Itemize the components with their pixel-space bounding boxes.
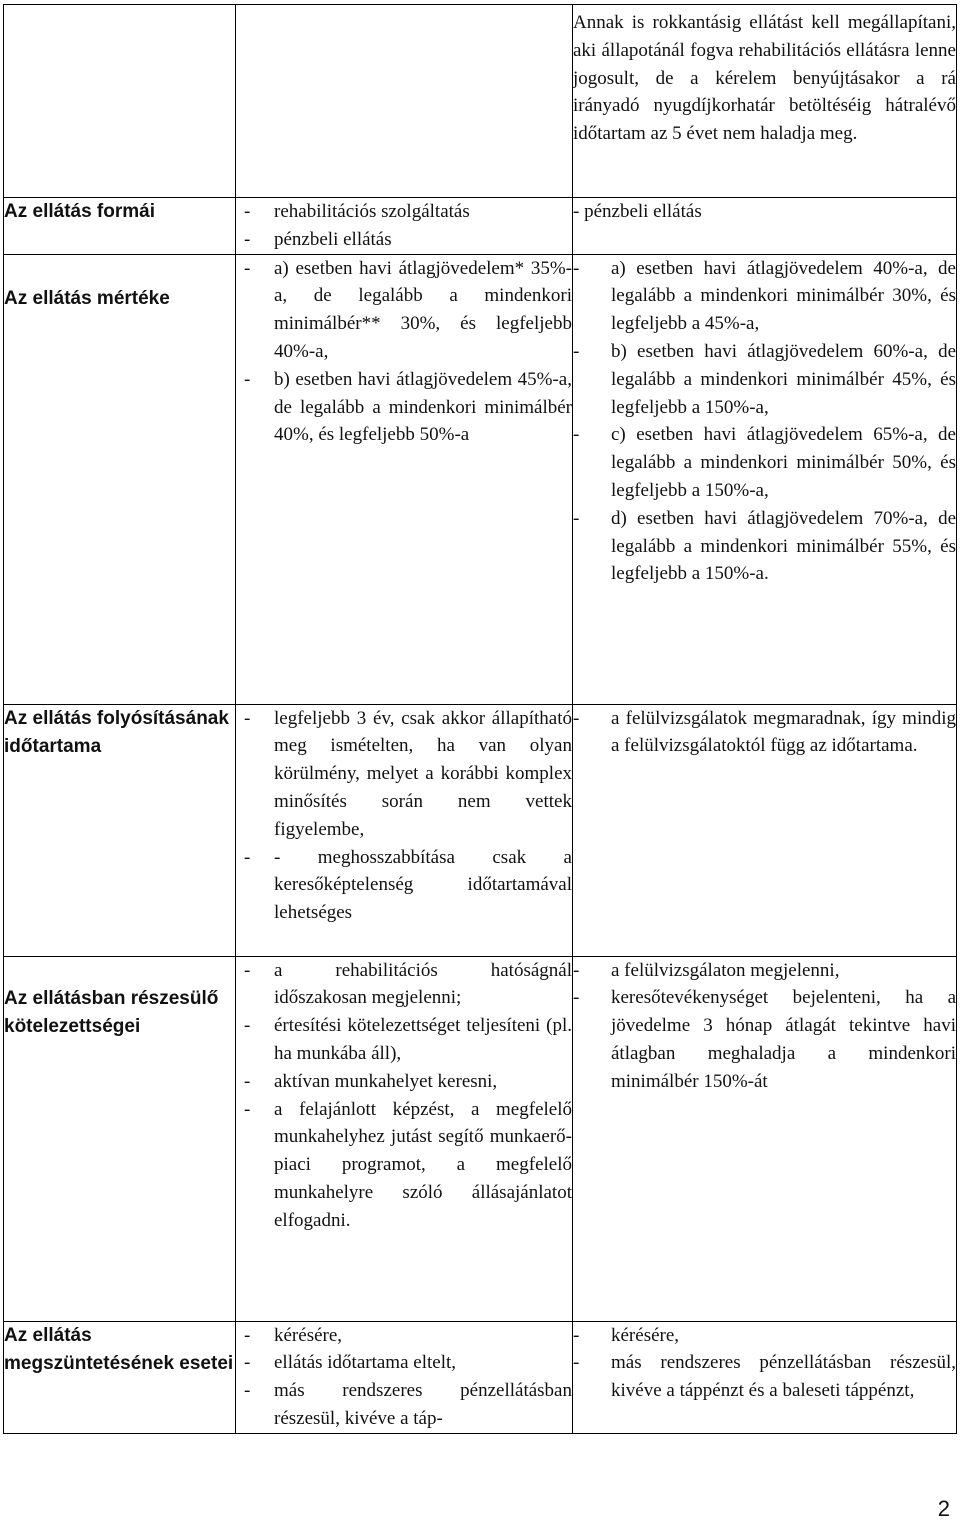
right-formai bbox=[573, 198, 957, 255]
row-label: Az ellátás formái bbox=[4, 198, 236, 255]
right-kotelezettsegei bbox=[573, 956, 957, 1321]
list-item: - értesítési kötelezettséget teljesíteni (pl. ha munkába áll), bbox=[236, 1012, 572, 1068]
list-item: - a felülvizsgálaton megjelenni, bbox=[573, 957, 956, 985]
mid-empty bbox=[236, 5, 573, 198]
list-item: - más rendszeres pénzellátásban részesül, kivéve a táppénzt és a baleseti táppénzt, bbox=[573, 1349, 956, 1405]
dash: - bbox=[573, 257, 580, 279]
list-item: - a felajánlott képzést, a megfelelő munkahelyhez jutást segítő munkaerő-piaci programot, a megfelelő munkahelyre szóló állásajánlatot elfogadni. bbox=[236, 1096, 572, 1235]
dash: - bbox=[244, 368, 251, 390]
list-item: - b) esetben havi átlagjövedelem 45%-a, de legalább a mindenkori minimálbér 40%, és legfeljebb 50%-a bbox=[236, 366, 572, 449]
list-item: - kérésére, bbox=[573, 1322, 956, 1350]
dash: - bbox=[244, 1098, 251, 1120]
row-merteke bbox=[4, 254, 957, 704]
list-item: - a rehabilitációs hatóságnál időszakosan megjelenni; bbox=[236, 957, 572, 1013]
dash: - bbox=[573, 959, 580, 981]
mid-megszuntetes bbox=[236, 1321, 573, 1433]
dash: - bbox=[244, 228, 251, 250]
list-item: - a felülvizsgálatok megmaradnak, így mindig a felülvizsgálatoktól függ az időtartama. bbox=[573, 705, 956, 761]
row-megszuntetes bbox=[4, 1321, 957, 1433]
dash: - bbox=[244, 1324, 251, 1346]
right-megszuntetes bbox=[573, 1321, 957, 1433]
list-item: - aktívan munkahelyet keresni, bbox=[236, 1068, 572, 1096]
right-idotartam bbox=[573, 704, 957, 956]
label-empty bbox=[4, 5, 236, 198]
dash: - bbox=[244, 846, 251, 868]
dash: - bbox=[244, 959, 251, 981]
dash: - bbox=[573, 340, 580, 362]
row-intro bbox=[4, 5, 957, 198]
list-item: - c) esetben havi átlagjövedelem 65%-a, de legalább a mindenkori minimálbér 50%, és legfeljebb a 150%-a, bbox=[573, 421, 956, 504]
mid-merteke bbox=[236, 254, 573, 704]
row-idotartam bbox=[4, 704, 957, 956]
list-item: - kérésére, bbox=[236, 1322, 572, 1350]
formai-right-text: - pénzbeli ellátás bbox=[573, 201, 702, 222]
row-label: Az ellátás folyósításának időtartama bbox=[4, 704, 236, 956]
list-item: - - meghosszabbítása csak a keresőképtelenség időtartamával lehetséges bbox=[236, 844, 572, 927]
dash: - bbox=[573, 1352, 580, 1374]
dash: - bbox=[244, 1380, 251, 1402]
list-item: - más rendszeres pénzellátásban részesül, kivéve a táp- bbox=[236, 1377, 572, 1433]
list-item: - keresőtevékenységet bejelenteni, ha a jövedelme 3 hónap átlagát tekintve havi átlagban meghaladja a mindenkori minimálbér 150%-át bbox=[573, 984, 956, 1095]
row-label: Az ellátás megszüntetésének esetei bbox=[4, 1321, 236, 1433]
list-item: - a) esetben havi átlagjövedelem* 35%-a, de legalább a mindenkori minimálbér** 30%, és legfeljebb 40%-a, bbox=[236, 255, 572, 366]
list-item: - legfeljebb 3 év, csak akkor állapítható meg ismételten, ha van olyan körülmény, melyet a korábbi komplex minősítés során nem vettek figyelembe, bbox=[236, 705, 572, 844]
list-item: - rehabilitációs szolgáltatás bbox=[236, 198, 572, 226]
list-item: - ellátás időtartama eltelt, bbox=[236, 1349, 572, 1377]
mid-idotartam bbox=[236, 704, 573, 956]
right-intro bbox=[573, 5, 957, 198]
list-item: - pénzbeli ellátás bbox=[236, 226, 572, 254]
list-item: - d) esetben havi átlagjövedelem 70%-a, de legalább a mindenkori minimálbér 55%, és legfeljebb a 150%-a. bbox=[573, 505, 956, 588]
mid-kotelezettsegei bbox=[236, 956, 573, 1321]
benefits-table bbox=[3, 4, 957, 1434]
right-merteke bbox=[573, 254, 957, 704]
intro-text: Annak is rokkantásig ellátást kell megállapítani, aki állapotánál fogva rehabilitációs ellátásra lenne jogosult, de a kérelem benyújtásakor a rá irányadó nyugdíjkorhatár betöltéséig hátralévő időtartam az 5 évet nem haladja meg. bbox=[573, 12, 956, 145]
row-label: Az ellátásban részesülő kötelezettségei bbox=[4, 956, 236, 1321]
dash: - bbox=[244, 1352, 251, 1374]
row-kotelezettsegei bbox=[4, 956, 957, 1321]
list-item: - b) esetben havi átlagjövedelem 60%-a, de legalább a mindenkori minimálbér 45%, és legfeljebb a 150%-a, bbox=[573, 338, 956, 421]
dash: - bbox=[244, 1015, 251, 1037]
dash: - bbox=[244, 707, 251, 729]
mid-formai bbox=[236, 198, 573, 255]
row-label: Az ellátás mértéke bbox=[4, 254, 236, 704]
dash: - bbox=[573, 507, 580, 529]
dash: - bbox=[573, 424, 580, 446]
dash: - bbox=[573, 1324, 580, 1346]
dash: - bbox=[244, 201, 251, 222]
dash: - bbox=[573, 707, 580, 729]
dash: - bbox=[244, 1070, 251, 1092]
page-number: 2 bbox=[937, 1496, 950, 1521]
row-formai bbox=[4, 198, 957, 255]
dash: - bbox=[244, 257, 251, 279]
list-item: - a) esetben havi átlagjövedelem 40%-a, de legalább a mindenkori minimálbér 30%, és legfeljebb a 45%-a, bbox=[573, 255, 956, 338]
dash: - bbox=[573, 987, 580, 1009]
